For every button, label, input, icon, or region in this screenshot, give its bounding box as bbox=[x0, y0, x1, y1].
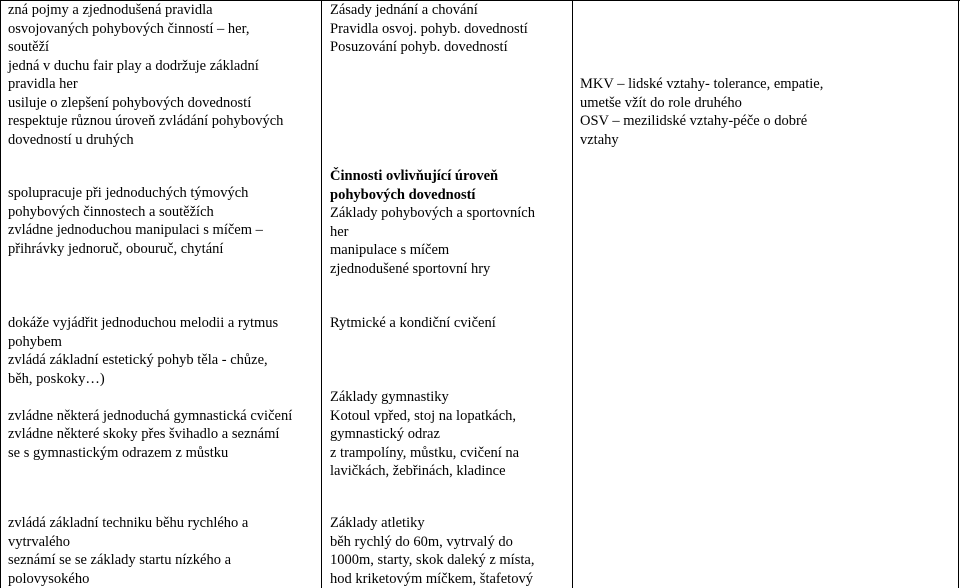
theme-line: OSV – mezilidské vztahy-péče o dobré bbox=[580, 113, 808, 129]
blank-line bbox=[330, 333, 519, 352]
outcome-line: zvládne některá jednoduchá gymnastická cvičení bbox=[8, 407, 293, 424]
outcome-line: seznámí se se základy startu nízkého a bbox=[8, 552, 232, 568]
topic-line: manipulace s míčem bbox=[330, 242, 450, 258]
row3-outcomes bbox=[8, 314, 292, 462]
row4-outcomes bbox=[8, 514, 248, 588]
row1-cross-curricular bbox=[580, 75, 823, 149]
outcome-line: zvládne jednoduchou manipulaci s míčem – bbox=[8, 222, 263, 238]
topic-line: hod kriketovým míčkem, štafetový bbox=[330, 570, 533, 587]
outcome-line: vytrvalého bbox=[8, 533, 71, 550]
topic-line: gymnastický odraz bbox=[330, 426, 440, 442]
topic-line: her bbox=[330, 223, 349, 240]
outcome-line: usiluje o zlepšení pohybových dovedností bbox=[8, 94, 252, 111]
topic-heading: Činnosti ovlivňující úroveň bbox=[330, 168, 499, 184]
topic-line: běh rychlý do 60m, vytrvalý do bbox=[330, 533, 513, 550]
topic-line: Základy pohybových a sportovních bbox=[330, 205, 535, 221]
outcome-line: přihrávky jednoruč, obouruč, chytání bbox=[8, 240, 224, 257]
table-border-left bbox=[0, 0, 1, 588]
blank-line bbox=[330, 370, 519, 389]
row2-outcomes bbox=[8, 184, 263, 258]
outcome-line: běh, poskoky…) bbox=[8, 370, 105, 387]
column-divider-2 bbox=[572, 0, 573, 588]
blank-line bbox=[330, 351, 519, 370]
row1-outcomes bbox=[8, 1, 283, 149]
outcome-line: zná pojmy a zjednodušená pravidla bbox=[8, 2, 213, 18]
topic-heading: pohybových dovedností bbox=[330, 186, 476, 203]
outcome-line: respektuje různou úroveň zvládání pohybových bbox=[8, 113, 284, 129]
column-divider-1 bbox=[321, 0, 322, 588]
topic-line: zjednodušené sportovní hry bbox=[330, 260, 491, 277]
outcome-line: se s gymnastickým odrazem z můstku bbox=[8, 444, 229, 461]
theme-line: vztahy bbox=[580, 131, 619, 148]
theme-line: umetše vžít do role druhého bbox=[580, 94, 742, 111]
outcome-line: zvládá základní techniku běhu rychlého a bbox=[8, 515, 249, 531]
outcome-line: spolupracuje při jednoduchých týmových bbox=[8, 185, 249, 201]
row3-topics bbox=[330, 314, 519, 481]
topic-line: Posuzování pohyb. dovedností bbox=[330, 39, 508, 55]
topic-line: 1000m, starty, skok daleký z místa, bbox=[330, 552, 535, 568]
topic-line: Základy gymnastiky bbox=[330, 389, 449, 405]
theme-line: MKV – lidské vztahy- tolerance, empatie, bbox=[580, 76, 824, 92]
blank-line bbox=[8, 388, 292, 407]
topic-line: lavičkách, žebřinách, kladince bbox=[330, 463, 506, 479]
row1-topics bbox=[330, 1, 528, 57]
outcome-line: soutěží bbox=[8, 39, 50, 55]
topic-line: Zásady jednání a chování bbox=[330, 2, 478, 18]
outcome-line: dovedností u druhých bbox=[8, 131, 134, 148]
row2-topics bbox=[330, 167, 535, 278]
outcome-line: osvojovaných pohybových činností – her, bbox=[8, 20, 250, 37]
topic-line: z trampolíny, můstku, cvičení na bbox=[330, 444, 520, 461]
outcome-line: pohybem bbox=[8, 333, 62, 350]
outcome-line: pravidla her bbox=[8, 76, 78, 92]
outcome-line: polovysokého bbox=[8, 570, 90, 587]
row4-topics bbox=[330, 514, 534, 588]
table-border-right bbox=[958, 0, 959, 588]
topic-line: Kotoul vpřed, stoj na lopatkách, bbox=[330, 407, 517, 424]
outcome-line: jedná v duchu fair play a dodržuje základní bbox=[8, 57, 259, 74]
topic-line: Pravidla osvoj. pohyb. dovedností bbox=[330, 20, 528, 37]
outcome-line: dokáže vyjádřit jednoduchou melodii a rytmus bbox=[8, 315, 279, 331]
topic-line: Základy atletiky bbox=[330, 515, 425, 531]
outcome-line: zvládá základní estetický pohyb těla - chůze, bbox=[8, 352, 268, 368]
topic-line: Rytmické a kondiční cvičení bbox=[330, 315, 496, 331]
outcome-line: zvládne některé skoky přes švihadlo a seznámí bbox=[8, 426, 280, 442]
outcome-line: pohybových činnostech a soutěžích bbox=[8, 203, 214, 220]
